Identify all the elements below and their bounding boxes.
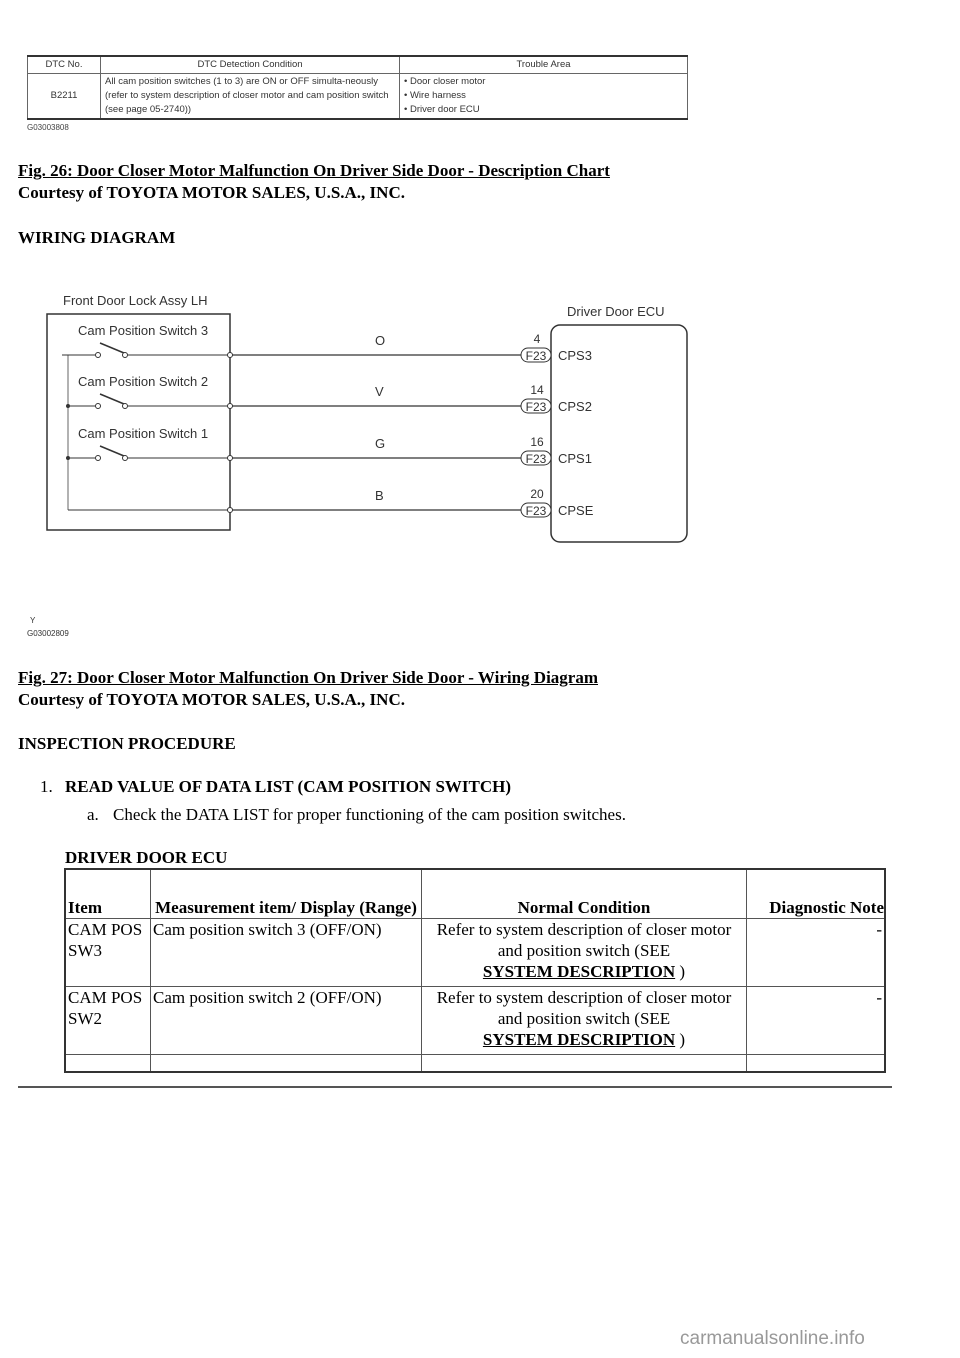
cell-note: - xyxy=(747,986,886,1054)
trouble-area-item: • Driver door ECU xyxy=(404,104,480,115)
switch-contact xyxy=(96,456,101,461)
step-1-title: READ VALUE OF DATA LIST (CAM POSITION SWITCH) xyxy=(65,777,512,796)
terminal-point xyxy=(228,404,233,409)
right-box-label: Driver Door ECU xyxy=(567,304,665,319)
connector-label: F23 xyxy=(525,504,547,518)
normal-text: Refer to system description of closer motor and position switch (SEE xyxy=(436,919,732,960)
dtc-header-area: Trouble Area xyxy=(400,56,688,74)
diagram-mark: Y xyxy=(30,616,36,625)
switch-contact xyxy=(96,353,101,358)
table-row xyxy=(65,918,885,986)
cell-measurement: Cam position switch 3 (OFF/ON) xyxy=(151,918,422,986)
wiring-diagram-heading: WIRING DIAGRAM xyxy=(18,228,176,247)
normal-suffix: ) xyxy=(679,1029,686,1049)
connector-label: F23 xyxy=(525,400,547,414)
wire-color-label: V xyxy=(375,384,384,399)
fig27-caption[interactable]: Fig. 27: Door Closer Motor Malfunction On Driver Side Door - Wiring Diagram xyxy=(18,668,599,687)
watermark: carmanualsonline.info xyxy=(680,1328,865,1349)
cell-normal-condition xyxy=(422,986,747,1054)
terminal-point xyxy=(228,353,233,358)
switch-label: Cam Position Switch 1 xyxy=(78,426,209,441)
header-normal-condition: Normal Condition xyxy=(422,869,747,918)
header-diagnostic-note: Diagnostic Note xyxy=(747,869,886,918)
wire-color-label: G xyxy=(375,436,386,451)
table-row xyxy=(65,986,885,1054)
switch-contact xyxy=(123,353,128,358)
fig26-caption[interactable]: Fig. 26: Door Closer Motor Malfunction On Driver Side Door - Description Chart xyxy=(18,161,610,180)
system-description-link[interactable]: SYSTEM DESCRIPTION xyxy=(482,1029,676,1049)
cell-measurement: Cam position switch 2 (OFF/ON) xyxy=(151,986,422,1054)
switch-lever xyxy=(100,343,124,353)
dtc-header-condition: DTC Detection Condition xyxy=(101,56,400,74)
junction-dot xyxy=(66,404,70,408)
ecu-terminal-label: CPS1 xyxy=(558,451,592,466)
wiring-diagram xyxy=(0,0,960,660)
normal-suffix: ) xyxy=(679,961,686,981)
switch-contact xyxy=(123,456,128,461)
trouble-area-item: • Wire harness xyxy=(404,90,466,101)
pin-number: 16 xyxy=(530,435,544,449)
dtc-condition: All cam position switches (1 to 3) are ON or OFF simulta-neously (refer to system description of closer motor and cam position switch (see page 05-2740)) xyxy=(101,74,400,120)
connector-label: F23 xyxy=(525,349,547,363)
header-item: Item xyxy=(65,869,151,918)
table-row xyxy=(65,1054,885,1072)
terminal-point xyxy=(228,456,233,461)
fig26-courtesy: Courtesy of TOYOTA MOTOR SALES, U.S.A., INC. xyxy=(18,183,405,202)
switch-label: Cam Position Switch 2 xyxy=(78,374,209,389)
step-1a-number: a. xyxy=(87,805,99,824)
switch-lever xyxy=(100,394,124,404)
diagram-code: G03002809 xyxy=(27,629,69,638)
switch-label: Cam Position Switch 3 xyxy=(78,323,209,338)
cell-note: - xyxy=(747,918,886,986)
ecu-terminal-label: CPSE xyxy=(558,503,594,518)
dtc-code: B2211 xyxy=(28,74,101,120)
inspection-heading: INSPECTION PROCEDURE xyxy=(18,734,236,753)
figure-code: G03003808 xyxy=(27,123,69,132)
switch-contact xyxy=(123,404,128,409)
junction-dot xyxy=(66,456,70,460)
terminal-point xyxy=(228,508,233,513)
front-door-lock-box xyxy=(47,314,230,530)
wire-color-label: B xyxy=(375,488,384,503)
trouble-area-item: • Door closer motor xyxy=(404,76,486,87)
normal-text: Refer to system description of closer motor and position switch (SEE xyxy=(436,987,732,1028)
connector-label: F23 xyxy=(525,452,547,466)
cell-normal-condition xyxy=(422,918,747,986)
step-1-number: 1. xyxy=(40,777,53,796)
dtc-header-no: DTC No. xyxy=(28,56,101,74)
pin-number: 4 xyxy=(533,332,541,346)
system-description-link[interactable]: SYSTEM DESCRIPTION xyxy=(482,961,676,981)
ecu-table-title: DRIVER DOOR ECU xyxy=(65,848,228,867)
cell-item: CAM POS SW3 xyxy=(65,918,151,986)
switch-contact xyxy=(96,404,101,409)
left-box-label: Front Door Lock Assy LH xyxy=(63,293,208,308)
fig27-courtesy: Courtesy of TOYOTA MOTOR SALES, U.S.A., INC. xyxy=(18,690,405,709)
switch-lever xyxy=(100,446,124,456)
wire-color-label: O xyxy=(375,333,386,348)
ecu-terminal-label: CPS3 xyxy=(558,348,592,363)
pin-number: 14 xyxy=(530,383,544,397)
cell-item: CAM POS SW2 xyxy=(65,986,151,1054)
step-1a-text: Check the DATA LIST for proper functioning of the cam position switches. xyxy=(113,805,626,824)
ecu-terminal-label: CPS2 xyxy=(558,399,592,414)
data-list-table xyxy=(64,868,886,1073)
pin-number: 20 xyxy=(530,487,544,501)
page-divider xyxy=(18,1086,892,1088)
header-measurement: Measurement item/ Display (Range) xyxy=(151,869,422,918)
